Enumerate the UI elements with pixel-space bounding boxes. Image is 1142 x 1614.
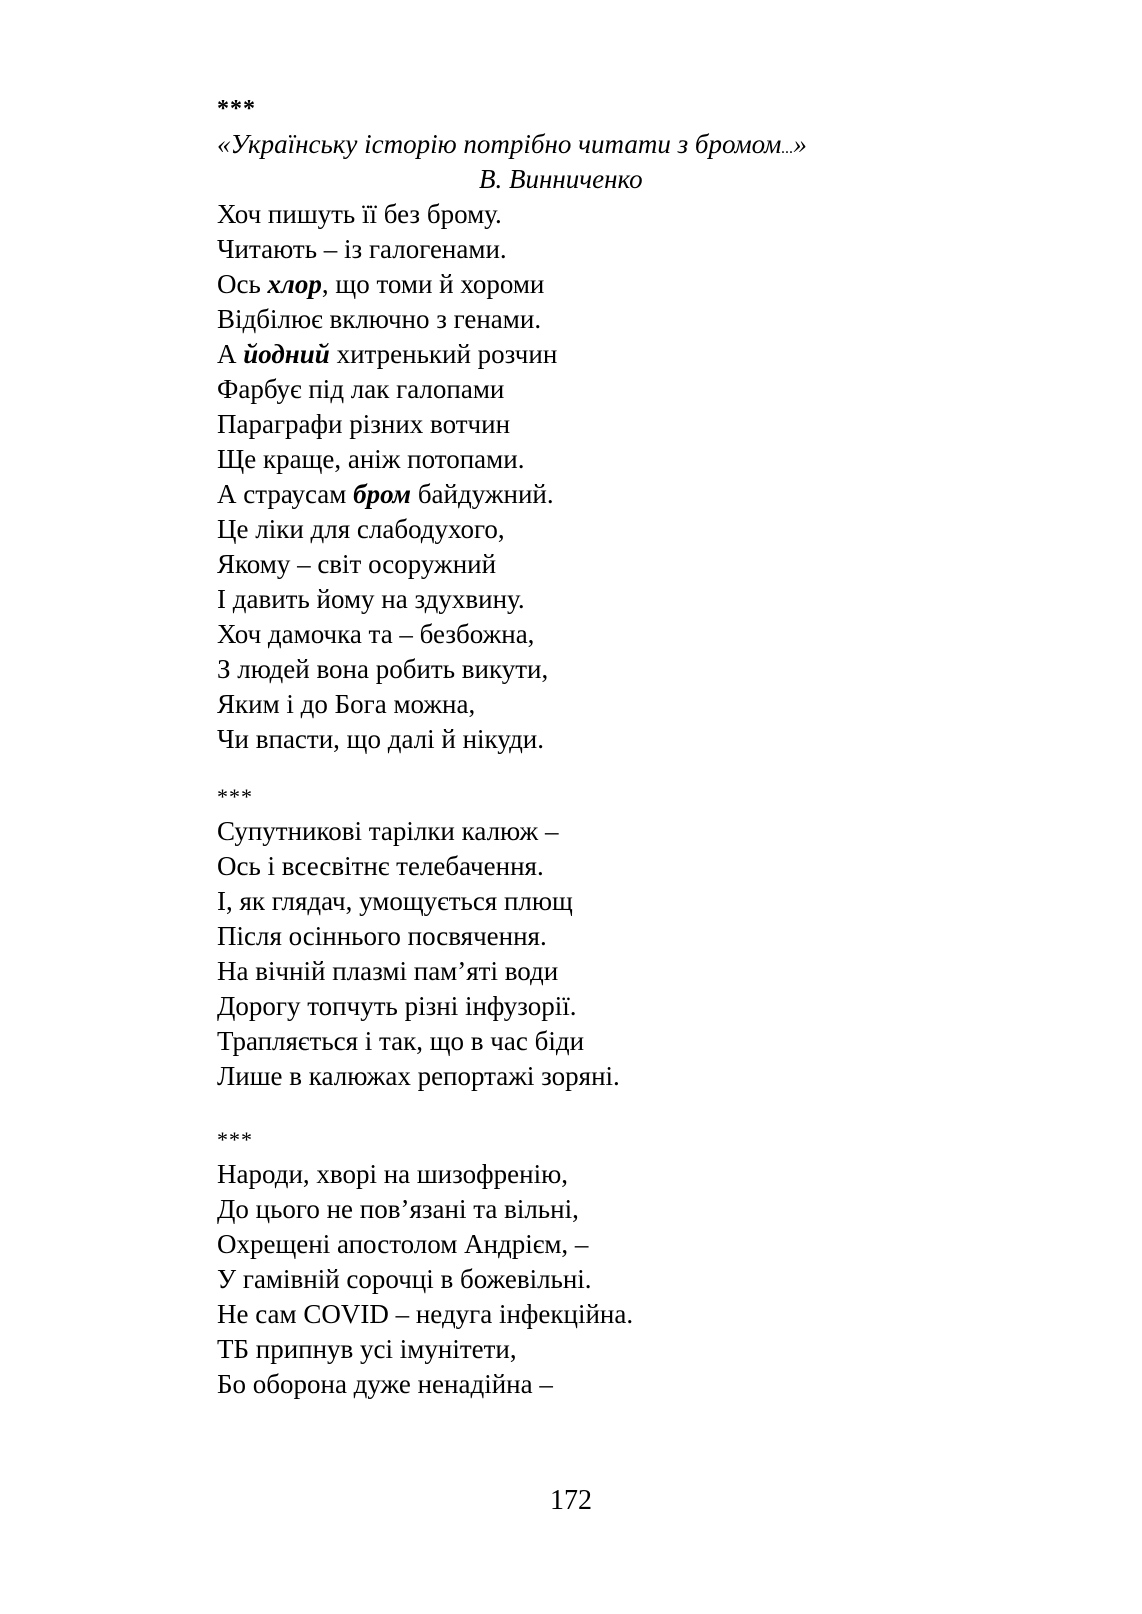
poem-line: Відбілює включно з генами. xyxy=(217,304,542,334)
poem-line: Охрещені апостолом Андрієм, – xyxy=(217,1229,589,1259)
poem-line: Після осіннього посвячення. xyxy=(217,921,547,951)
poem-line: Параграфи різних вотчин xyxy=(217,409,511,439)
line-text-after: , що томи й хороми xyxy=(321,269,545,299)
poem-line: Якому – світ осоружний xyxy=(217,549,497,579)
line-text-before: А xyxy=(217,339,244,369)
poem-3-lines xyxy=(217,1157,977,1402)
poem-2-lines xyxy=(217,814,977,1094)
epigraph-author: В. Винниченко xyxy=(479,164,643,194)
poem-line: З людей вона робить викути, xyxy=(217,654,549,684)
line-text-after: хитренький розчин xyxy=(329,339,558,369)
epigraph-close-quote: » xyxy=(793,129,807,159)
poem-line: Ще краще, аніж потопами. xyxy=(217,444,525,474)
epigraph-ellipsis: ... xyxy=(781,140,794,157)
poem-3 xyxy=(217,1122,977,1402)
poem-1-lines xyxy=(217,197,977,757)
poem-line: Ось і всесвітнє телебачення. xyxy=(217,851,544,881)
poem-line: Чи впасти, що далі й нікуди. xyxy=(217,724,545,754)
poem-line: Супутникові тарілки калюж – xyxy=(217,816,559,846)
poem-line: Дорогу топчуть різні інфузорії. xyxy=(217,991,577,1021)
poem-line: Яким і до Бога можна, xyxy=(217,689,476,719)
poem-line: Фарбує під лак галопами xyxy=(217,374,505,404)
poem-line: Трапляється і так, що в час біди xyxy=(217,1026,585,1056)
poem-line: Читають – із галогенами. xyxy=(217,234,507,264)
emphasized-word: бром xyxy=(353,479,412,509)
line-text-before: Ось xyxy=(217,269,268,299)
poem-2 xyxy=(217,779,977,1094)
poem-line: Бо оборона дуже ненадійна – xyxy=(217,1369,553,1399)
line-text-after: байдужний. xyxy=(411,479,554,509)
poem-line: Лише в калюжах репортажі зоряні. xyxy=(217,1061,620,1091)
section-separator: *** xyxy=(217,96,256,122)
poem-line: Хоч дамочка та – безбожна, xyxy=(217,619,535,649)
poem-1 xyxy=(217,92,977,757)
section-separator: *** xyxy=(217,1127,253,1152)
poem-line xyxy=(217,477,977,512)
poem-line: Це ліки для слабодухого, xyxy=(217,514,505,544)
epigraph-text: «Українську історію потрібно читати з бромом xyxy=(217,129,782,159)
poem-line: Хоч пишуть її без брому. xyxy=(217,199,502,229)
epigraph-quote xyxy=(217,127,977,162)
page-number: 172 xyxy=(550,1485,592,1516)
emphasized-word: йодний xyxy=(243,339,330,369)
poem-line: І давить йому на здухвину. xyxy=(217,584,525,614)
poem-line: І, як глядач, умощується плющ xyxy=(217,886,573,916)
poem-line: У гамівній сорочці в божевільні. xyxy=(217,1264,592,1294)
emphasized-word: хлор xyxy=(267,269,322,299)
poem-line: Не сам COVID – недуга інфекційна. xyxy=(217,1299,634,1329)
poem-line xyxy=(217,267,977,302)
poem-line: ТБ припнув усі імунітети, xyxy=(217,1334,517,1364)
section-separator: *** xyxy=(217,784,253,809)
poem-line: До цього не пов’язані та вільні, xyxy=(217,1194,579,1224)
poem-line: Народи, хворі на шизофренію, xyxy=(217,1159,568,1189)
poem-line: На вічній плазмі пам’яті води xyxy=(217,956,559,986)
poem-line xyxy=(217,337,977,372)
line-text-before: А страусам xyxy=(217,479,354,509)
